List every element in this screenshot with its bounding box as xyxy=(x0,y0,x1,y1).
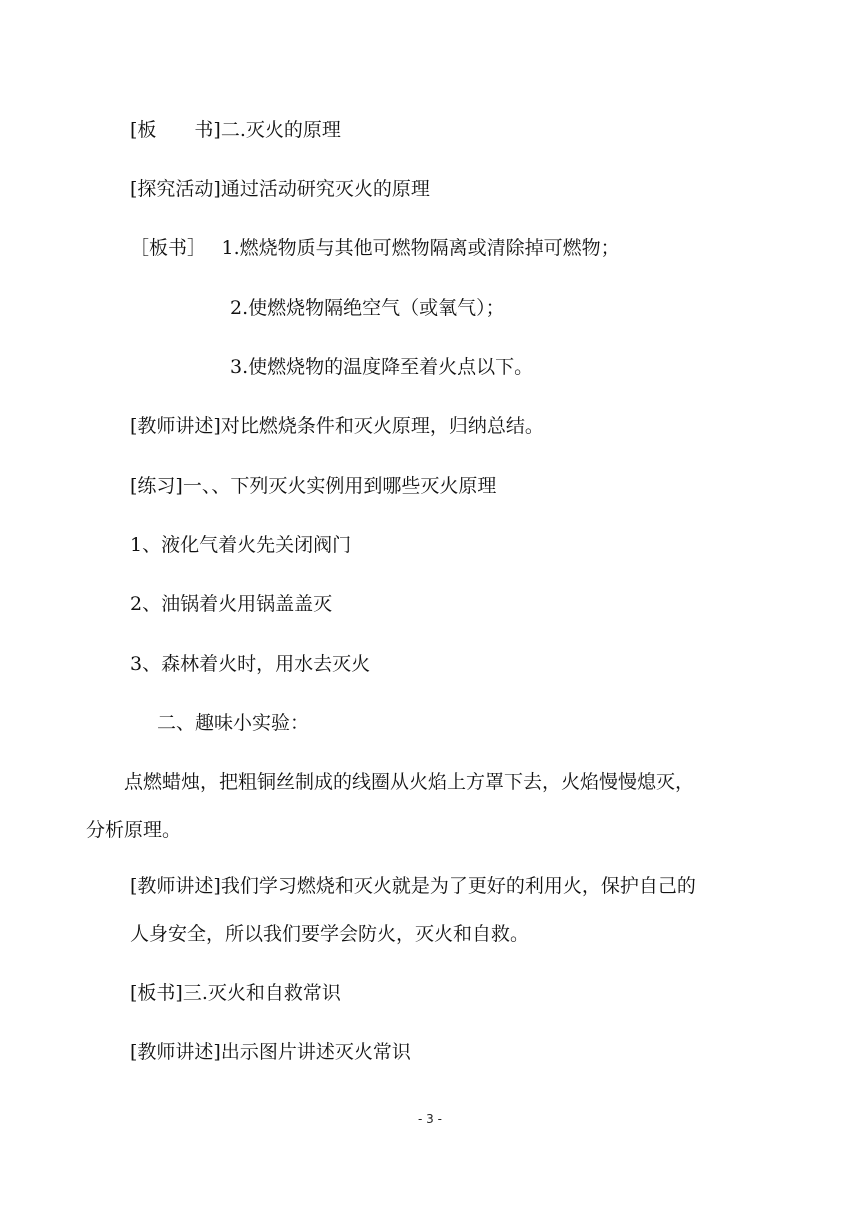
experiment-description-line-1: 点燃蜡烛，把粗铜丝制成的线圈从火焰上方罩下去，火焰慢慢熄灭， xyxy=(124,771,695,793)
exercise-item-3: 3、森林着火时，用水去灭火 xyxy=(130,653,371,675)
teacher-statement-line-2: 人身安全，所以我们要学会防火，灭火和自救。 xyxy=(130,923,530,945)
heading-extinguishing-principle: [板 书]二.灭火的原理 xyxy=(130,119,341,141)
exercise-heading: [练习]一、、下列灭火实例用到哪些灭火原理 xyxy=(130,475,497,497)
board-point-3: 3.使燃烧物的温度降至着火点以下。 xyxy=(230,356,534,378)
teacher-statement-line-1: [教师讲述]我们学习燃烧和灭火就是为了更好的利用火，保护自己的 xyxy=(130,875,696,897)
board-self-rescue-heading: [板书]三.灭火和自救常识 xyxy=(130,982,341,1004)
board-point-2: 2.使燃烧物隔绝空气（或氧气）； xyxy=(230,297,505,319)
experiment-description-line-2: 分析原理。 xyxy=(86,819,182,841)
teacher-picture-line: [教师讲述]出示图片讲述灭火常识 xyxy=(130,1041,411,1063)
exercise-item-2: 2、油锅着火用锅盖盖灭 xyxy=(130,593,333,615)
inquiry-activity-line: [探究活动]通过活动研究灭火的原理 xyxy=(130,178,430,200)
fun-experiment-heading: 二、趣味小实验： xyxy=(157,712,310,734)
teacher-summary-line: [教师讲述]对比燃烧条件和灭火原理，归纳总结。 xyxy=(130,415,544,437)
page-number: - 3 - xyxy=(418,1112,442,1126)
board-point-1: ［板书］ 1.燃烧物质与其他可燃物隔离或清除掉可燃物； xyxy=(130,237,620,259)
exercise-item-1: 1、液化气着火先关闭阀门 xyxy=(130,534,352,556)
